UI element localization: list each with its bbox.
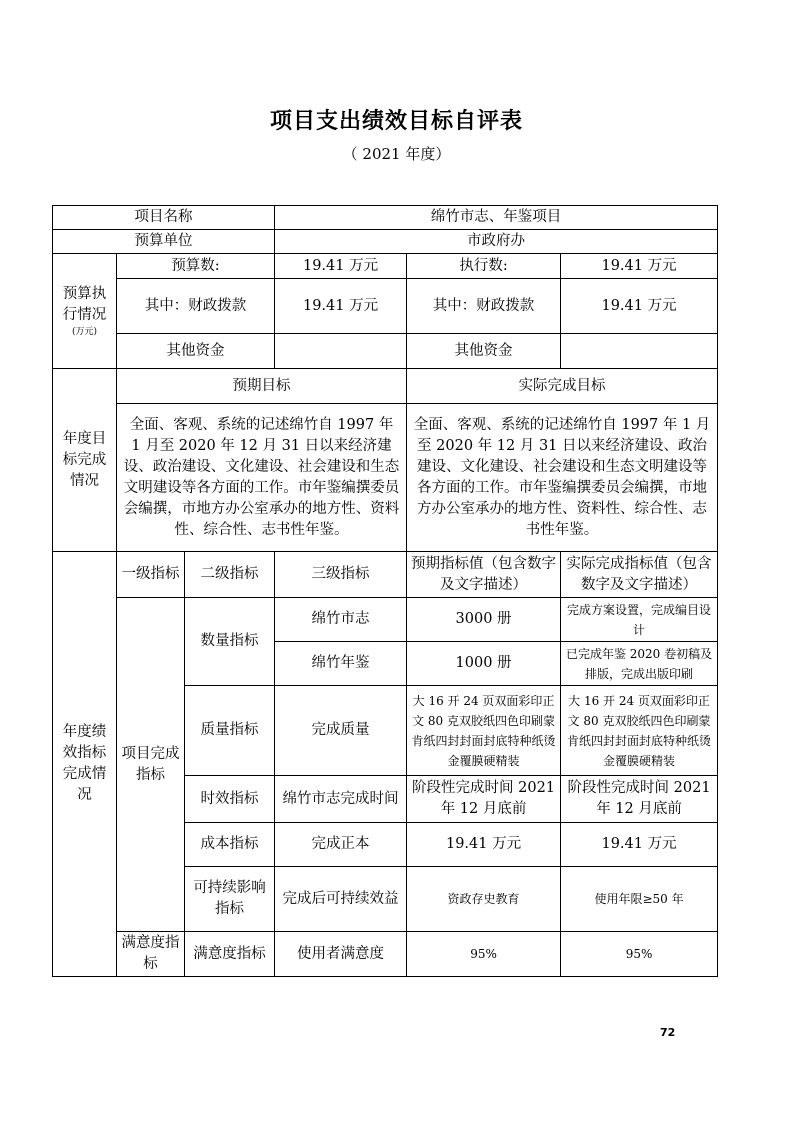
- satisfaction-actual: 95%: [561, 932, 718, 977]
- header-level3: 三级指标: [275, 552, 407, 598]
- quality-indicator-label: 质量指标: [185, 686, 275, 776]
- timeliness-indicator-label: 时效指标: [185, 776, 275, 823]
- cost-indicator-label: 成本指标: [185, 823, 275, 867]
- project-name-label: 项目名称: [53, 206, 275, 230]
- city-record-actual: 完成方案设置，完成编目设计: [561, 598, 718, 642]
- other-funds-value-exec: [561, 334, 718, 369]
- actual-goal-text: 全面、客观、系统的记述绵竹自 1997 年 1 月至 2020 年 12 月 31 日以来经济建设、政治建设、文化建设、社会建设和生态文明建设等各方面的工作。市年鉴编撰委员会编撰，市地方办公室承办的地方性、资料性、综合性、志书性年鉴。: [407, 404, 718, 552]
- other-funds-label-budget: 其他资金: [117, 334, 275, 369]
- yearbook-expected: 1000 册: [407, 642, 561, 686]
- quality-expected: 大 16 开 24 页双面彩印正文 80 克双胶纸四色印刷蒙肯纸四封封面封底特种纸烫金覆膜硬精装: [407, 686, 561, 776]
- timeliness-expected: 阶段性完成时间 2021 年 12 月底前: [407, 776, 561, 823]
- page-title: 项目支出绩效目标自评表: [269, 109, 523, 134]
- budget-unit-value: 市政府办: [275, 230, 718, 254]
- header-actual: 实际完成指标值（包含数字及文字描述）: [561, 552, 718, 598]
- cost-name: 完成正本: [275, 823, 407, 867]
- timeliness-actual: 阶段性完成时间 2021 年 12 月底前: [561, 776, 718, 823]
- quality-actual: 大 16 开 24 页双面彩印正文 80 克双胶纸四色印刷蒙肯纸四封封面封底特种纸烫金覆膜硬精装: [561, 686, 718, 776]
- sustainability-name: 完成后可持续效益: [275, 867, 407, 932]
- yearbook-actual: 已完成年鉴 2020 卷初稿及排版，完成出版印刷: [561, 642, 718, 686]
- yearbook-name: 绵竹年鉴: [275, 642, 407, 686]
- satisfaction-level2-label: 满意度指标: [185, 932, 275, 977]
- year-subtitle: （ 2021 年度）: [342, 145, 451, 163]
- budget-execution-side-label: [53, 254, 117, 369]
- city-record-expected: 3000 册: [407, 598, 561, 642]
- header-level2: 二级指标: [185, 552, 275, 598]
- budget-amount-label: 预算数:: [117, 254, 275, 279]
- annual-goal-side-label: 年度目标完成情况: [53, 369, 117, 552]
- header-level1: 一级指标: [117, 552, 185, 598]
- budget-amount-value: 19.41 万元: [275, 254, 407, 279]
- satisfaction-name: 使用者满意度: [275, 932, 407, 977]
- sustainability-actual: 使用年限≥50 年: [561, 867, 718, 932]
- fiscal-allocation-label-budget: 其中：财政拨款: [117, 279, 275, 334]
- timeliness-name: 绵竹市志完成时间: [275, 776, 407, 823]
- execution-amount-value: 19.41 万元: [561, 254, 718, 279]
- fiscal-allocation-value-budget: 19.41 万元: [275, 279, 407, 334]
- execution-amount-label: 执行数:: [407, 254, 561, 279]
- quality-name: 完成质量: [275, 686, 407, 776]
- budget-unit-label: 预算单位: [53, 230, 275, 254]
- satisfaction-expected: 95%: [407, 932, 561, 977]
- cost-actual: 19.41 万元: [561, 823, 718, 867]
- budget-execution-label: 预算执行情况: [62, 286, 107, 323]
- header-expected: 预期指标值（包含数字及文字描述）: [407, 552, 561, 598]
- cost-expected: 19.41 万元: [407, 823, 561, 867]
- city-record-name: 绵竹市志: [275, 598, 407, 642]
- fiscal-allocation-value-exec: 19.41 万元: [561, 279, 718, 334]
- page-number: 72: [660, 1026, 676, 1039]
- satisfaction-level1-label: 满意度指标: [117, 932, 185, 977]
- sustainability-indicator-label: 可持续影响指标: [185, 867, 275, 932]
- project-name-value: 绵竹市志、年鉴项目: [275, 206, 718, 230]
- other-funds-value-budget: [275, 334, 407, 369]
- actual-goal-header: 实际完成目标: [407, 369, 718, 404]
- expected-goal-header: 预期目标: [117, 369, 407, 404]
- performance-side-label: 年度绩效指标完成情况: [53, 552, 117, 977]
- sustainability-expected: 资政存史教育: [407, 867, 561, 932]
- other-funds-label-exec: 其他资金: [407, 334, 561, 369]
- fiscal-allocation-label-exec: 其中：财政拨款: [407, 279, 561, 334]
- budget-unit-note: (万元): [71, 327, 98, 337]
- expected-goal-text: 全面、客观、系统的记述绵竹自 1997 年 1 月至 2020 年 12 月 31 日以来经济建设、政治建设、文化建设、社会建设和生态文明建设等各方面的工作。市年鉴编撰委员会编撰，市地方办公室承办的地方性、资料性、综合性、志书性年鉴。: [117, 404, 407, 552]
- output-group-label: 项目完成指标: [117, 598, 185, 932]
- self-evaluation-table: [52, 205, 718, 977]
- quantity-indicator-label: 数量指标: [185, 598, 275, 686]
